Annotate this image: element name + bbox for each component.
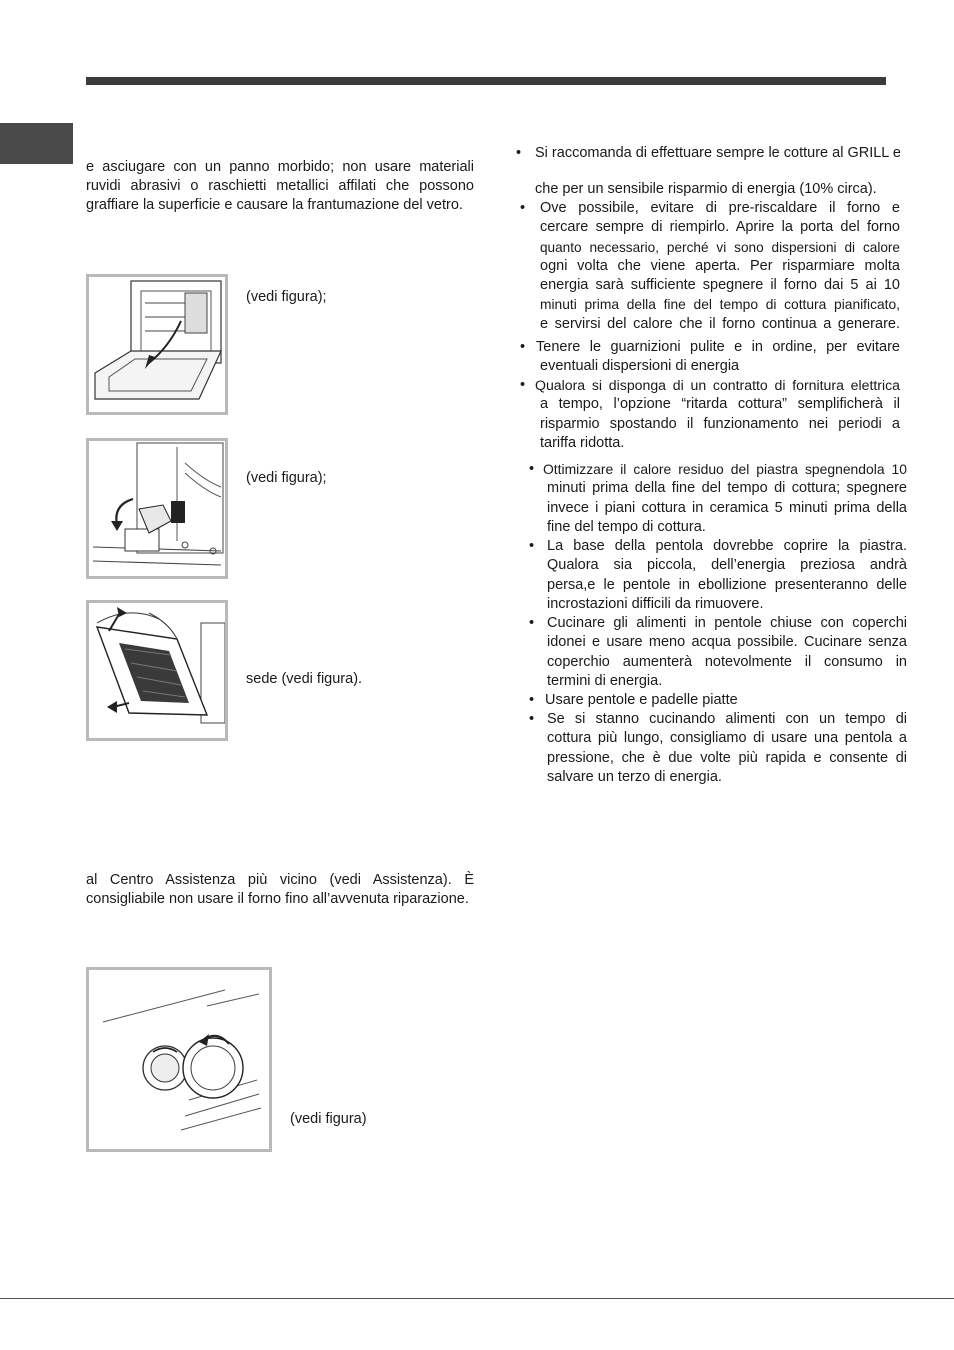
list-item	[516, 180, 908, 199]
bullet-line: coperchio aumenterà notevolmente il consumo in	[547, 653, 907, 670]
bullet-line: La base della pentola dovrebbe coprire la piastra.	[547, 538, 907, 554]
bullet-line: pressione, che è due volte più rapida e consente di	[547, 749, 907, 766]
bullet-line: cottura più lungo, consigliamo di usare una pentola a	[547, 730, 907, 747]
bullet-line: Usare pentole e padelle piatte	[545, 692, 738, 708]
bullet-line: termini di energia.	[547, 672, 663, 689]
bullet-line: invece i piani cottura in ceramica 5 minuti prima della	[547, 499, 907, 516]
list-item	[520, 338, 900, 377]
bullet-icon: •	[529, 711, 535, 727]
list-item	[529, 614, 907, 691]
paragraph-line: graffiare la superficie e causare la frantumazione del vetro.	[86, 197, 463, 213]
paragraph-line: consigliabile non usare il forno fino all’avvenuta riparazione.	[86, 891, 469, 907]
bullet-line: Qualora si disponga di un contratto di fornitura elettrica	[535, 377, 900, 393]
cleaning-paragraph	[86, 158, 474, 215]
bullet-icon: •	[520, 200, 526, 216]
bullet-line: Se si stanno cucinando alimenti con un tempo di	[547, 711, 907, 727]
bullet-line: salvare un terzo di energia.	[547, 768, 722, 785]
bullet-line: energia sarà sufficiente spegnere il forno dai 5 ai 10	[540, 277, 900, 294]
bullet-icon: •	[520, 377, 526, 393]
bullet-line: Cucinare gli alimenti in pentole chiuse con coperchi	[547, 615, 907, 631]
bullet-line: Tenere le guarnizioni pulite e in ordine, per evitare	[536, 339, 900, 355]
bullet-line: e servirsi del calore che il forno continua a generare.	[540, 315, 900, 332]
list-item	[529, 537, 907, 614]
figure-caption: sede (vedi figura).	[246, 671, 363, 687]
list-item	[529, 460, 907, 537]
bullet-line: Ove possibile, evitare di pre-riscaldare il forno e	[540, 200, 900, 216]
list-item	[520, 376, 900, 453]
bullet-line: che per un sensibile risparmio di energia (10% circa).	[535, 181, 877, 197]
bullet-line: Ottimizzare il calore residuo del piastra spegnendola 10	[543, 461, 907, 477]
list-item	[516, 144, 908, 163]
figure-hinge-lever	[86, 438, 228, 579]
bullet-icon: •	[529, 538, 535, 554]
header-rule	[86, 77, 886, 85]
paragraph-line: e asciugare con un panno morbido; non usare materiali	[86, 159, 474, 175]
list-item	[529, 691, 907, 710]
bullet-line: Si raccomanda di effettuare sempre le cotture al GRILL e	[535, 145, 901, 161]
bullet-line: fine del tempo di cottura.	[547, 518, 706, 535]
bullet-line: Qualora sia piccola, dell’energia preziosa andrà	[547, 557, 907, 574]
bullet-line: a tempo, l’opzione “ritarda cottura” semplificherà il	[540, 396, 900, 413]
figure-oven-door	[86, 274, 228, 415]
figure-remove-door	[86, 600, 228, 741]
bullet-line: minuti prima della fine del tempo di cottura pianificato,	[540, 297, 900, 313]
bullet-icon: •	[520, 339, 526, 355]
bullet-line: risparmio spostando il funzionamento nei periodi a	[540, 415, 900, 432]
figure-caption: (vedi figura)	[290, 1111, 367, 1127]
bullet-line: minuti prima della fine del tempo di cottura; spegnere	[547, 480, 907, 497]
bullet-line: persa,e le pentole in ebollizione presenteranno delle	[547, 576, 907, 593]
bullet-icon: •	[529, 461, 535, 477]
list-item	[529, 710, 907, 787]
bullet-line: eventuali dispersioni di energia	[540, 358, 740, 375]
bullet-icon: •	[529, 692, 535, 708]
bullet-line: tariffa ridotta.	[540, 434, 625, 451]
figure-caption: (vedi figura);	[246, 289, 327, 305]
bullet-icon: •	[529, 615, 535, 631]
bullet-line: idonei e usare meno acqua possibile. Cucinare senza	[547, 634, 907, 651]
footer-rule	[0, 1298, 954, 1299]
bullet-line: quanto necessario, perché vi sono dispersioni di calore	[540, 239, 900, 255]
bullet-line: cercare sempre di riempirlo. Aprire la porta del forno	[540, 219, 900, 236]
list-item	[520, 199, 900, 334]
bullet-line: ogni volta che viene aperta. Per risparmiare molta	[540, 257, 900, 274]
figure-caption: (vedi figura);	[246, 470, 327, 486]
paragraph-line: al Centro Assistenza più vicino (vedi Assistenza). È	[86, 872, 474, 888]
paragraph-line: ruvidi abrasivi o raschietti metallici affilati che possono	[86, 178, 474, 194]
assistance-paragraph	[86, 871, 474, 909]
figure-oven-lamp	[86, 967, 272, 1152]
language-tab	[0, 123, 73, 164]
bullet-icon: •	[516, 145, 522, 161]
bullet-line: incrostazioni difficili da rimuovere.	[547, 595, 764, 612]
